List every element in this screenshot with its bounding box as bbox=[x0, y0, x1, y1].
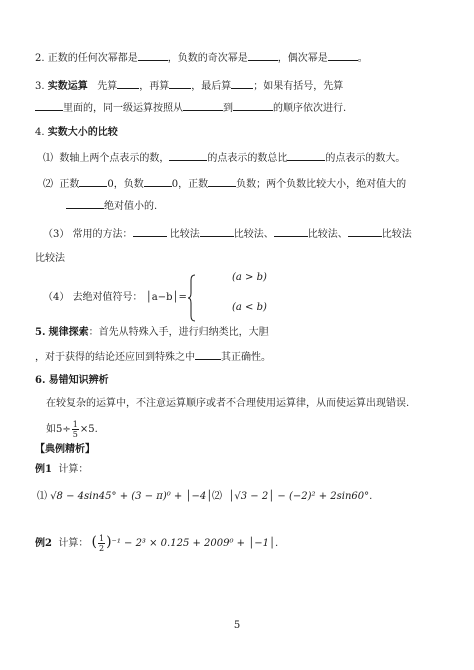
section-title: 【典例精析】 bbox=[35, 444, 95, 455]
item-text: 比较法 bbox=[169, 229, 200, 240]
example-text: ×5. bbox=[79, 424, 98, 435]
math-expression: √8 − 4sin45° + (3 − π)⁰ + │−4│ bbox=[50, 491, 213, 502]
blank bbox=[133, 226, 167, 237]
item-text: 常用的方法： bbox=[72, 229, 133, 240]
item-text: 正数 bbox=[59, 179, 80, 190]
item-text: 其正确性。 bbox=[221, 352, 271, 363]
item-5-line-1 bbox=[35, 326, 269, 340]
item-4-sub-2-cont bbox=[66, 198, 157, 214]
blank bbox=[200, 226, 234, 237]
blank bbox=[169, 78, 191, 89]
item-text: 比较法、 bbox=[307, 229, 348, 240]
item-text: 的点表示的数大。 bbox=[325, 153, 406, 164]
fraction-denominator: 2 bbox=[98, 544, 105, 553]
item-number: 6. bbox=[35, 375, 46, 386]
example-prompt: 计算： bbox=[58, 464, 89, 475]
blank bbox=[169, 150, 207, 161]
item-2 bbox=[35, 50, 368, 66]
item-text: 的点表示的数总比 bbox=[207, 153, 288, 164]
item-text: 到 bbox=[223, 103, 233, 114]
item-text: 比较法 bbox=[381, 229, 412, 240]
item-title: 实数大小的比较 bbox=[47, 127, 118, 138]
sub-label: ⑵ bbox=[212, 491, 222, 502]
item-6-heading bbox=[35, 374, 109, 388]
item-text: ，最后算 bbox=[191, 81, 232, 92]
item-4-sub-2 bbox=[43, 176, 406, 192]
item-number: 3. bbox=[35, 81, 45, 92]
example-prompt: 计算： bbox=[58, 538, 89, 549]
item-title: 易错知识辨析 bbox=[48, 375, 109, 386]
fraction-numerator: 1 bbox=[72, 420, 78, 429]
item-text: 负数；两个负数比较大小，绝对值大的 bbox=[236, 179, 407, 190]
left-brace bbox=[188, 274, 196, 322]
item-text: 绝对值小的. bbox=[104, 201, 158, 212]
item-text: 先算 bbox=[97, 81, 118, 92]
open-paren: ( bbox=[91, 534, 97, 550]
example-label: 例2 bbox=[35, 538, 52, 549]
sub-label: （3） bbox=[43, 229, 70, 240]
item-text: 数轴上两个点表示的数， bbox=[59, 153, 170, 164]
page-number: 5 bbox=[233, 620, 241, 631]
blank bbox=[66, 198, 104, 209]
close-paren: ) bbox=[106, 534, 112, 550]
item-text: 0，正数 bbox=[171, 179, 209, 190]
sub-label: （4） bbox=[43, 292, 70, 303]
item-text: ，再算 bbox=[139, 81, 170, 92]
sub-label: ⑴ bbox=[43, 153, 53, 164]
blank bbox=[233, 100, 273, 111]
blank bbox=[231, 78, 253, 89]
fraction bbox=[98, 534, 105, 553]
item-text: 。 bbox=[357, 53, 368, 64]
item-text: 在较复杂的运算中，不注意运算顺序或者不合理使用运算律，从而使运算出现错误. bbox=[46, 398, 410, 409]
item-6-text bbox=[46, 397, 409, 411]
blank bbox=[79, 176, 107, 187]
item-text: 去绝对值符号： bbox=[72, 292, 143, 303]
abs-expression: │a−b│= bbox=[145, 292, 187, 303]
item-3-line-1 bbox=[35, 78, 343, 94]
sub-label: ⑴ bbox=[37, 491, 47, 502]
item-number: 5. bbox=[35, 327, 46, 338]
blank bbox=[117, 78, 139, 89]
example-1-heading bbox=[35, 463, 88, 477]
item-4-sub-3 bbox=[43, 226, 412, 242]
item-4-sub-4 bbox=[43, 291, 187, 305]
blank bbox=[208, 176, 236, 187]
blank bbox=[328, 50, 358, 61]
blank bbox=[274, 226, 308, 237]
blank bbox=[35, 100, 63, 111]
example-1-part-1 bbox=[37, 490, 212, 504]
example-1-part-2 bbox=[212, 490, 372, 504]
fraction-numerator: 1 bbox=[98, 534, 105, 543]
blank bbox=[195, 349, 221, 360]
item-title: 实数运算 bbox=[47, 81, 88, 92]
math-expression: ⁻¹ − 2³ × 0.125 + 2009⁰ + │−1│. bbox=[111, 538, 279, 549]
item-text: 比较法 bbox=[35, 253, 65, 264]
fraction bbox=[72, 420, 79, 439]
example-text: 如5÷ bbox=[46, 424, 71, 435]
blank bbox=[248, 50, 278, 61]
case-a-lt-b: (a < b) bbox=[232, 302, 267, 313]
item-text: 正数的任何次幂都是 bbox=[47, 53, 138, 64]
fraction-denominator: 5 bbox=[72, 430, 78, 439]
item-text: 0，负数 bbox=[107, 179, 144, 190]
blank bbox=[183, 100, 223, 111]
blank bbox=[144, 176, 172, 187]
item-text: ，偶次幂是 bbox=[277, 53, 328, 64]
item-4-heading bbox=[35, 126, 118, 140]
item-text: 比较法、 bbox=[233, 229, 274, 240]
blank bbox=[287, 150, 325, 161]
item-text: 里面的，同一级运算按照从 bbox=[63, 103, 183, 114]
item-text: ；如果有括号，先算 bbox=[253, 81, 344, 92]
item-5-line-2 bbox=[35, 349, 271, 365]
item-6-example bbox=[46, 420, 98, 440]
sub-label: ⑵ bbox=[43, 179, 53, 190]
item-text: ，对于获得的结论还应回到特殊之中 bbox=[35, 352, 195, 363]
item-4-sub-1 bbox=[43, 150, 405, 166]
item-number: 4. bbox=[35, 127, 45, 138]
item-text: 的顺序依次进行. bbox=[273, 103, 347, 114]
blank bbox=[138, 50, 168, 61]
item-title: 规律探索 bbox=[48, 327, 89, 338]
item-3-line-2 bbox=[35, 100, 346, 116]
example-label: 例1 bbox=[35, 464, 52, 475]
example-2 bbox=[35, 531, 278, 555]
case-a-gt-b: (a > b) bbox=[232, 272, 267, 283]
item-text: ，负数的奇次幂是 bbox=[167, 53, 248, 64]
blank bbox=[348, 226, 382, 237]
item-number: 2. bbox=[35, 53, 45, 64]
math-expression: │√3 − 2│ − (−2)² + 2sin60°. bbox=[228, 491, 373, 502]
item-text: ：首先从特殊入手，进行归纳类比，大胆 bbox=[88, 327, 269, 338]
item-4-sub-3-cont bbox=[35, 252, 65, 266]
